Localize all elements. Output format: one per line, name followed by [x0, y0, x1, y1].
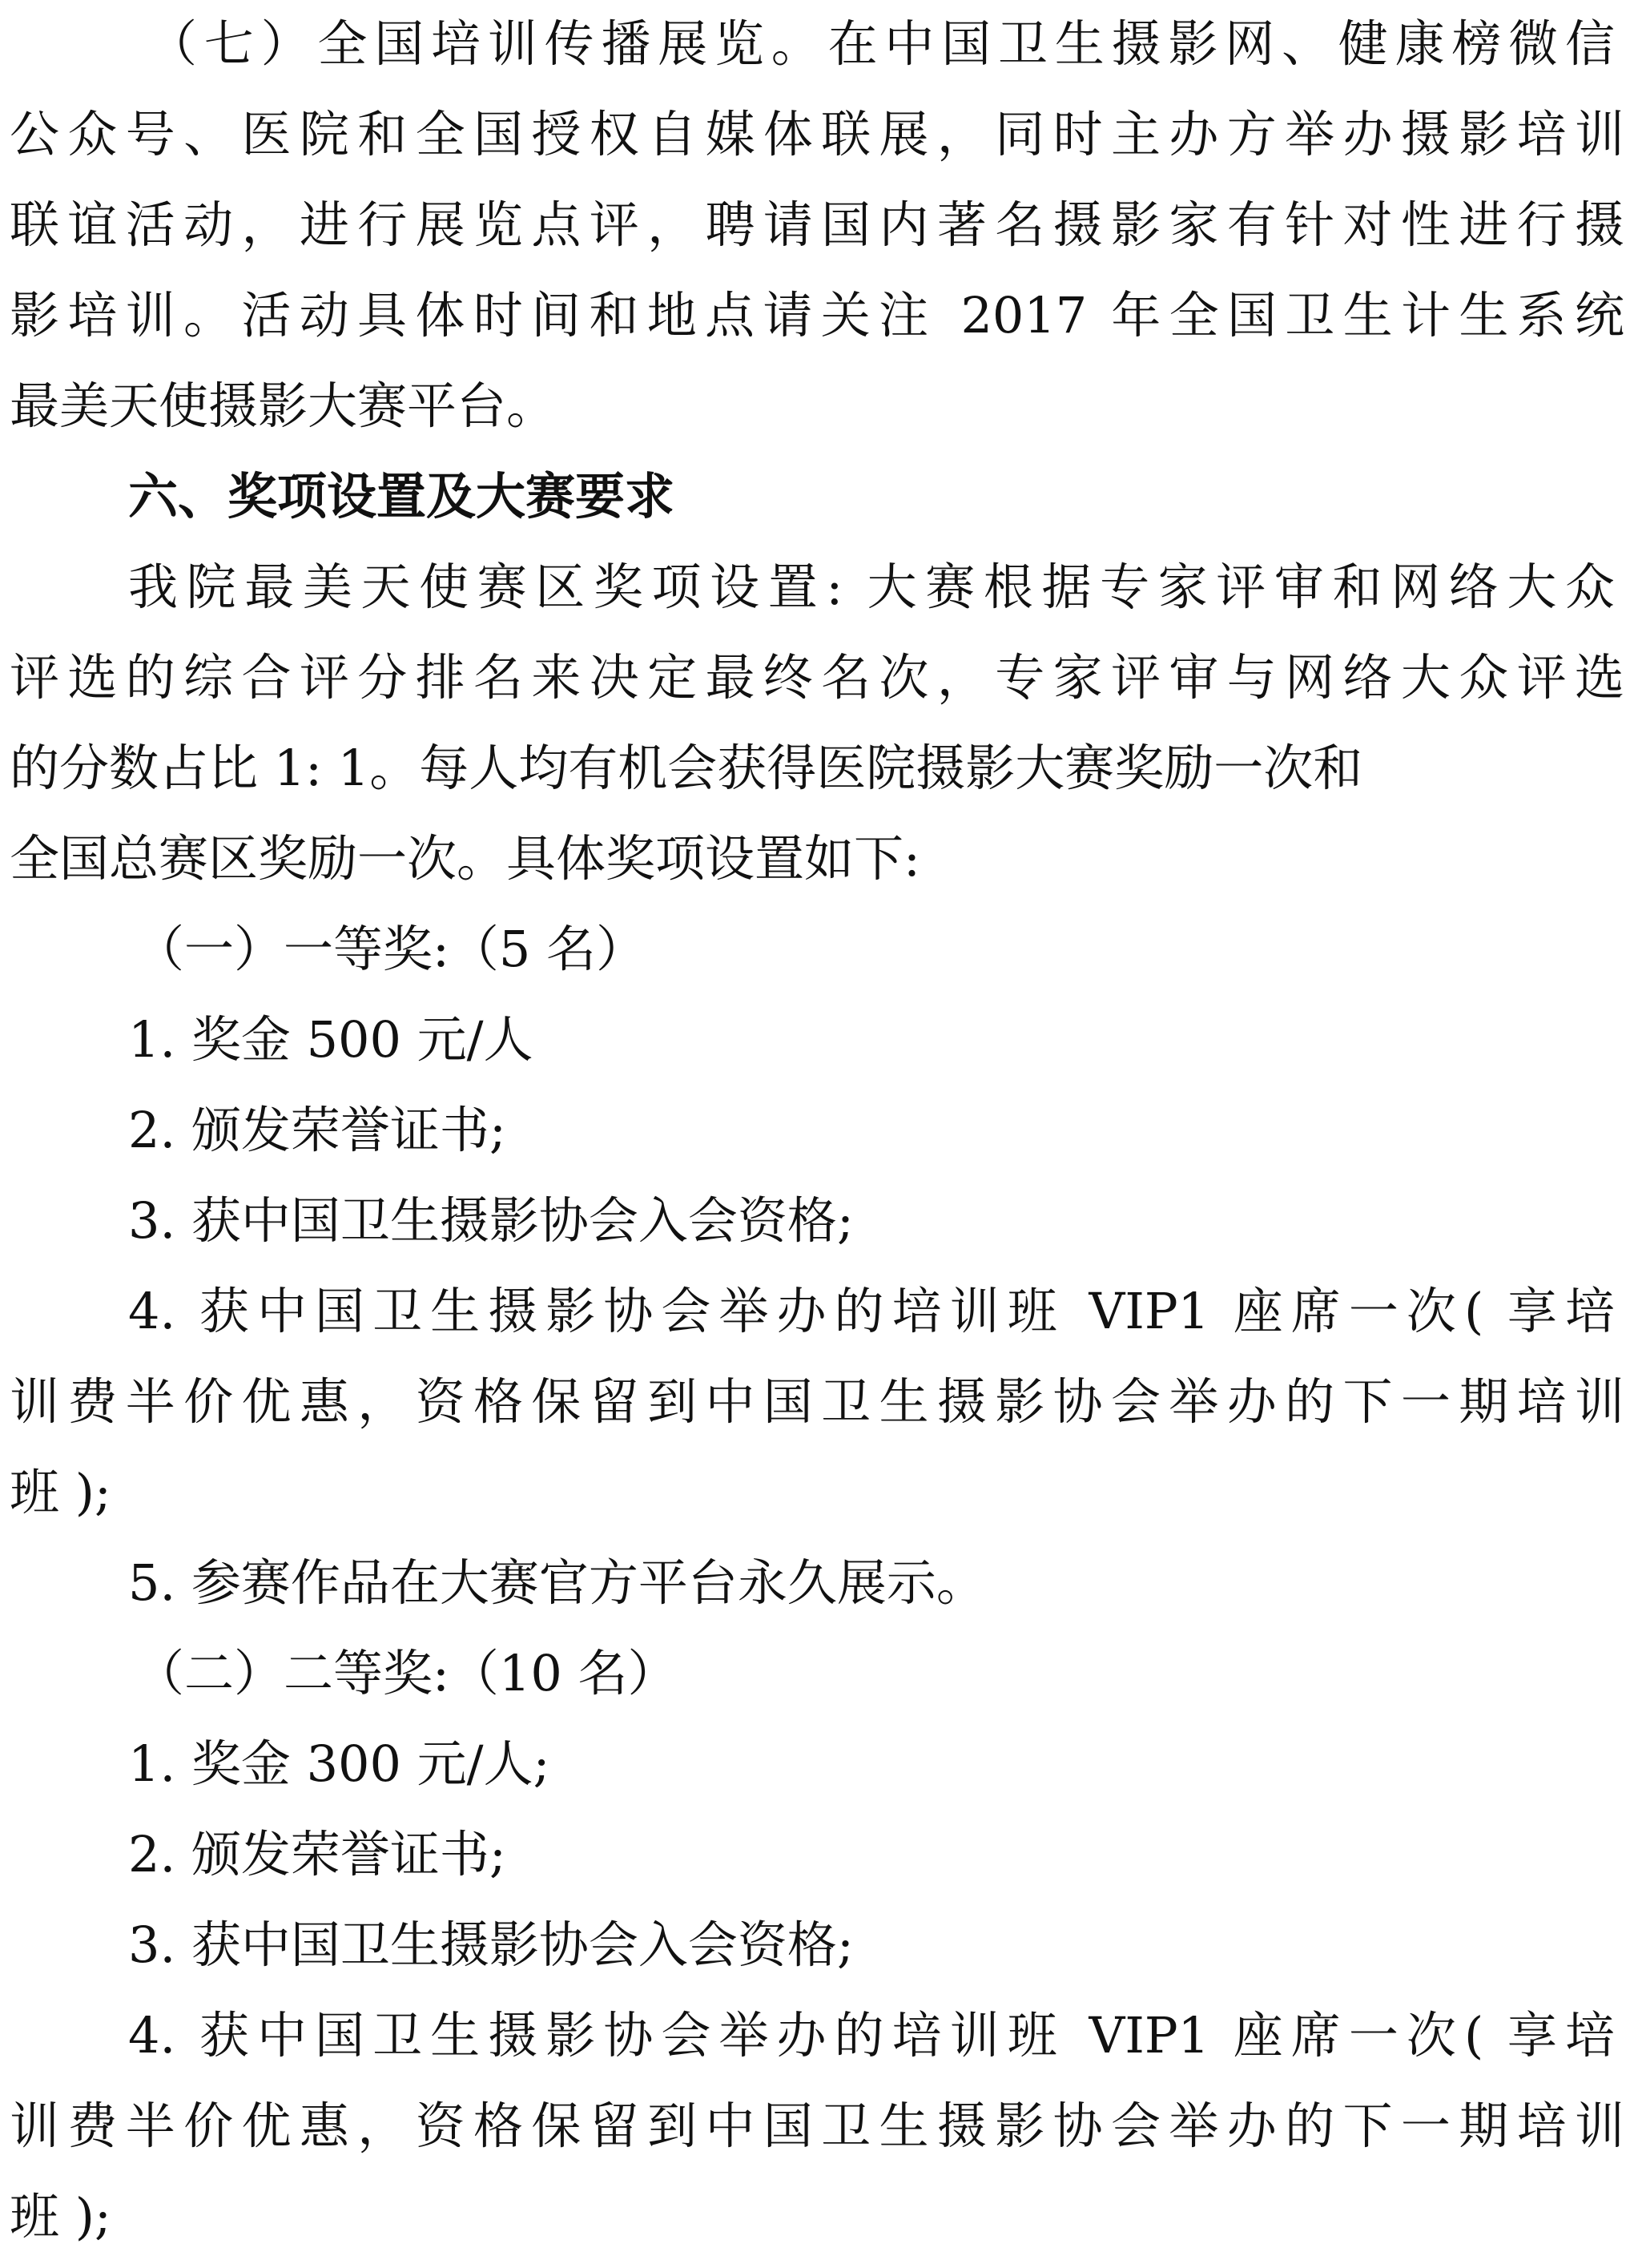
- first-prize-item-3: 3. 获中国卫生摄影协会入会资格;: [128, 1191, 854, 1250]
- first-prize-item-4-line-1: 4. 获中国卫生摄影协会举办的培训班 VIP1 座席一次( 享培: [128, 1282, 1615, 1340]
- second-prize-item-4-line-3: 班 );: [10, 2187, 111, 2246]
- first-prize-item-5: 5. 参赛作品在大赛官方平台永久展示。: [128, 1553, 986, 1612]
- awards-intro-line-4: 全国总赛区奖励一次。具体奖项设置如下:: [10, 829, 920, 888]
- first-prize-item-2: 2. 颁发荣誉证书;: [128, 1101, 506, 1159]
- second-prize-item-3: 3. 获中国卫生摄影协会入会资格;: [128, 1916, 854, 1974]
- awards-intro-line-1: 我院最美天使赛区奖项设置: 大赛根据专家评审和网络大众: [128, 558, 1615, 616]
- awards-intro-line-2: 评选的综合评分排名来决定最终名次，专家评审与网络大众评选: [10, 648, 1624, 707]
- para-7-line-4: 影培训。活动具体时间和地点请关注 2017 年全国卫生计生系统: [10, 286, 1624, 344]
- para-7-line-1: （七）全国培训传播展览。在中国卫生摄影网、健康榜微信: [147, 14, 1615, 73]
- second-prize-heading: （二）二等奖:（10 名）: [135, 1644, 678, 1702]
- second-prize-item-2: 2. 颁发荣誉证书;: [128, 1825, 506, 1883]
- para-7-line-2: 公众号、医院和全国授权自媒体联展，同时主办方举办摄影培训: [10, 105, 1624, 163]
- second-prize-item-4-line-1: 4. 获中国卫生摄影协会举办的培训班 VIP1 座席一次( 享培: [128, 2006, 1615, 2065]
- section-heading: 六、奖项设置及大赛要求: [128, 467, 675, 526]
- first-prize-item-4-line-2: 训费半价优惠，资格保留到中国卫生摄影协会举办的下一期培训: [10, 1372, 1624, 1431]
- second-prize-item-1: 1. 奖金 300 元/人;: [128, 1734, 550, 1793]
- para-7-line-3: 联谊活动，进行展览点评，聘请国内著名摄影家有针对性进行摄: [10, 195, 1624, 254]
- second-prize-item-4-line-2: 训费半价优惠，资格保留到中国卫生摄影协会举办的下一期培训: [10, 2097, 1624, 2155]
- first-prize-item-1: 1. 奖金 500 元/人: [128, 1010, 533, 1069]
- para-7-line-5: 最美天使摄影大赛平台。: [10, 377, 557, 435]
- first-prize-heading: （一）一等奖:（5 名）: [135, 920, 646, 978]
- first-prize-item-4-line-3: 班 );: [10, 1463, 111, 1521]
- awards-intro-line-3: 的分数占比 1: 1。每人均有机会获得医院摄影大赛奖励一次和: [10, 739, 1363, 797]
